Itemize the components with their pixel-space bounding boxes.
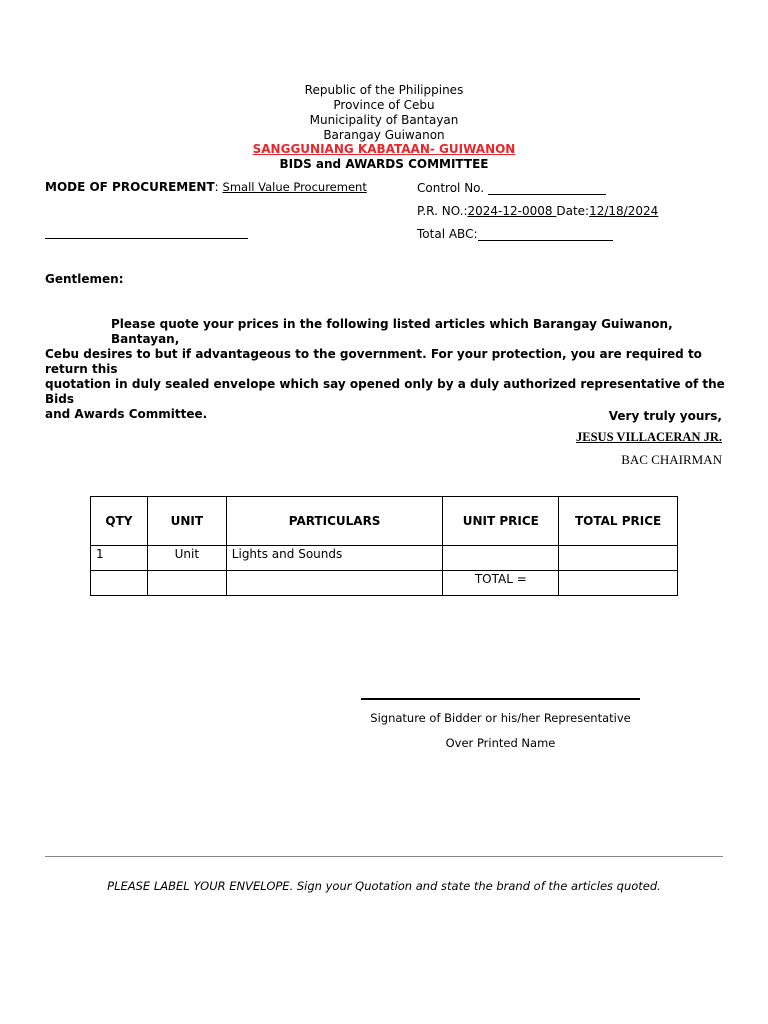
header-total-price: TOTAL PRICE [559, 497, 678, 546]
footer-divider [45, 856, 723, 857]
mode-of-procurement [45, 180, 367, 194]
control-blank [488, 182, 606, 195]
header-republic: Republic of the Philippines [304, 83, 464, 97]
table-header-row [91, 497, 678, 546]
header-unit: UNIT [147, 497, 226, 546]
total-abc [417, 227, 613, 241]
office-name: SANGGUNIANG KABATAAN- GUIWANON [252, 142, 516, 156]
closing: Very truly yours, [608, 409, 722, 423]
cell-qty: 1 [91, 546, 148, 571]
total-row-unit [147, 571, 226, 596]
body-line-1: Please quote your prices in the following listed articles which Barangay Guiwanon, Bantayan, [111, 317, 673, 346]
total-value [559, 571, 678, 596]
pr-value: 2024-12-0008 [467, 204, 553, 218]
quotation-table [90, 496, 678, 596]
body-line-4: and Awards Committee. [45, 407, 208, 421]
salutation: Gentlemen: [45, 272, 124, 286]
cell-unit: Unit [147, 546, 226, 571]
body-line-2: Cebu desires to but if advantageous to the government. For your protection, you are required to return this [45, 347, 702, 376]
pr-label: P.R. NO.: [417, 204, 468, 218]
header-particulars: PARTICULARS [226, 497, 443, 546]
header-unit-price: UNIT PRICE [443, 497, 559, 546]
date-value: 12/18/2024 [589, 204, 659, 218]
signatory-name: JESUS VILLACERAN JR. [576, 430, 722, 444]
header-municipality: Municipality of Bantayan [309, 113, 459, 127]
mode-separator: : [214, 180, 223, 194]
date-label: Date: [556, 204, 590, 218]
pr-number [417, 204, 658, 218]
control-label: Control No. [417, 181, 485, 195]
header-barangay: Barangay Guiwanon [323, 128, 445, 142]
total-label: TOTAL = [443, 571, 559, 596]
cell-particulars: Lights and Sounds [226, 546, 443, 571]
signature-label: Signature of Bidder or his/her Representative [370, 711, 631, 725]
signature-line [361, 698, 640, 700]
signatory-title: BAC CHAIRMAN [621, 452, 722, 467]
printed-name-label: Over Printed Name [445, 736, 556, 750]
header-office [0, 142, 768, 157]
cell-unit-price [443, 546, 559, 571]
body-line-3: quotation in duly sealed envelope which say opened only by a duly authorized representative of the Bids [45, 377, 725, 406]
name-blank-line [45, 226, 248, 239]
header-committee: BIDS and AWARDS COMMITTEE [279, 157, 489, 171]
letter-body [45, 317, 725, 422]
footer-note: PLEASE LABEL YOUR ENVELOPE. Sign your Quotation and state the brand of the articles quoted. [107, 879, 661, 893]
mode-label: MODE OF PROCUREMENT [45, 180, 215, 194]
abc-blank [478, 228, 613, 241]
control-number [417, 181, 606, 195]
header-qty: QTY [91, 497, 148, 546]
mode-value: Small Value Procurement [222, 180, 367, 194]
total-row-qty [91, 571, 148, 596]
header-province: Province of Cebu [333, 98, 435, 112]
abc-label: Total ABC: [417, 227, 478, 241]
table-row [91, 546, 678, 571]
total-row-particulars [226, 571, 443, 596]
cell-total-price [559, 546, 678, 571]
table-total-row [91, 571, 678, 596]
